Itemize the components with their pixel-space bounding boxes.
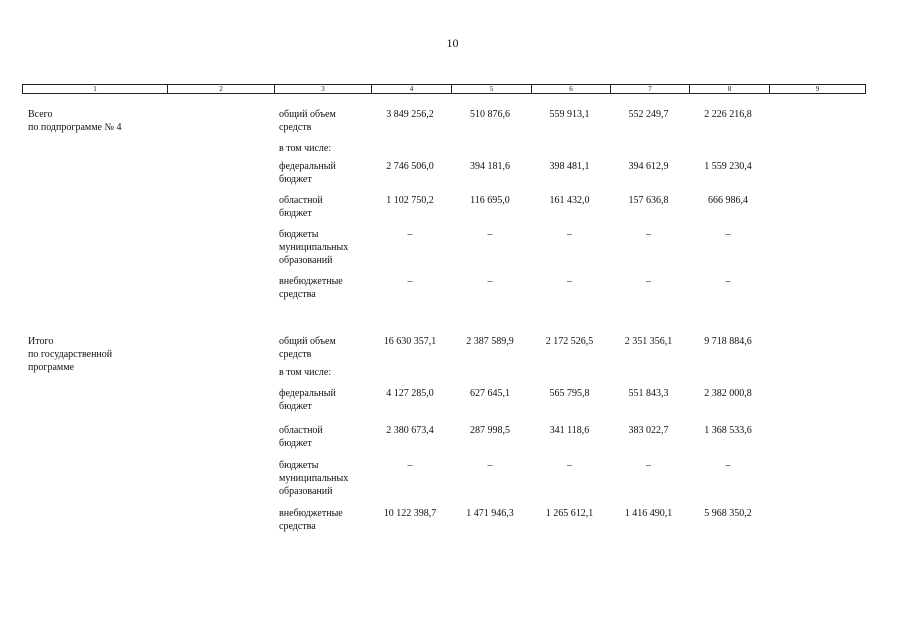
value-col-5: 1 471 946,3 (466, 508, 514, 519)
value-col-5: 510 876,6 (470, 109, 510, 120)
value-col-4: 2 380 673,4 (386, 425, 434, 436)
header-cell-2: 2 (168, 85, 275, 93)
header-cell-8: 8 (690, 85, 770, 93)
value-col-6: 559 913,1 (549, 109, 590, 120)
value-col-4: 2 746 506,0 (386, 161, 434, 172)
value-col-7: 383 022,7 (628, 425, 669, 436)
value-col-7: – (646, 229, 651, 240)
value-col-4: 3 849 256,2 (386, 109, 434, 120)
row-label: общий объем средств (279, 109, 336, 133)
value-col-4: 1 102 750,2 (386, 195, 434, 206)
header-cell-4: 4 (372, 85, 452, 93)
value-col-8: 666 986,4 (708, 195, 748, 206)
value-col-4: 16 630 357,1 (383, 336, 437, 347)
value-col-6: 341 118,6 (549, 425, 590, 436)
row-label: бюджеты муниципальных образований (279, 229, 349, 266)
header-cell-7: 7 (611, 85, 690, 93)
value-col-6: – (567, 460, 572, 471)
value-col-8: 2 382 000,8 (704, 388, 752, 399)
value-col-7: 552 249,7 (628, 109, 669, 120)
program-total-title: Итого по государственной программе (28, 336, 113, 373)
row-label: в том числе: (279, 367, 332, 378)
value-col-6: 161 432,0 (549, 195, 590, 206)
row-label: внебюджетные средства (279, 508, 343, 532)
header-cell-1: 1 (23, 85, 168, 93)
value-col-5: – (487, 229, 493, 240)
row-label: областной бюджет (279, 195, 323, 219)
value-col-5: 116 695,0 (470, 195, 510, 206)
value-col-7: 551 843,3 (628, 388, 669, 399)
row-label: внебюджетные средства (279, 276, 343, 300)
header-cell-5: 5 (452, 85, 532, 93)
value-col-8: 9 718 884,6 (704, 336, 752, 347)
value-col-7: – (646, 276, 651, 287)
page-number: 10 (446, 36, 459, 50)
value-col-7: – (646, 460, 651, 471)
value-col-4: – (407, 276, 413, 287)
row-label: федеральный бюджет (279, 161, 336, 185)
value-col-8: 5 968 350,2 (704, 508, 752, 519)
value-col-8: – (725, 276, 731, 287)
value-col-6: 1 265 612,1 (545, 508, 594, 519)
value-col-6: 2 172 526,5 (545, 336, 594, 347)
value-col-7: 2 351 356,1 (624, 336, 673, 347)
value-col-5: – (487, 460, 493, 471)
value-col-4: – (407, 460, 413, 471)
row-label: общий объем средств (279, 336, 336, 360)
value-col-8: 2 226 216,8 (704, 109, 752, 120)
subprogram-total-title: Всего по подпрограмме № 4 (28, 109, 122, 133)
value-col-5: 394 181,6 (470, 161, 510, 172)
row-label: областной бюджет (279, 425, 323, 449)
value-col-8: 1 559 230,4 (704, 161, 752, 172)
value-col-8: – (725, 229, 731, 240)
value-col-6: – (567, 276, 572, 287)
row-label: в том числе: (279, 143, 332, 154)
row-label: федеральный бюджет (279, 388, 336, 412)
value-col-4: – (407, 229, 413, 240)
value-col-5: 287 998,5 (470, 425, 510, 436)
header-cell-6: 6 (532, 85, 611, 93)
header-cell-9: 9 (815, 85, 820, 93)
value-col-5: 2 387 589,9 (466, 336, 514, 347)
row-label: бюджеты муниципальных образований (279, 460, 349, 497)
value-col-6: 565 795,8 (549, 388, 590, 399)
value-col-5: – (487, 276, 493, 287)
value-col-7: 157 636,8 (628, 195, 669, 206)
value-col-7: 394 612,9 (628, 161, 669, 172)
column-number-header (22, 84, 866, 94)
value-col-7: 1 416 490,1 (624, 508, 673, 519)
value-col-6: 398 481,1 (549, 161, 590, 172)
value-col-8: – (725, 460, 731, 471)
value-col-4: 10 122 398,7 (383, 508, 437, 519)
value-col-5: 627 645,1 (470, 388, 510, 399)
value-col-6: – (567, 229, 572, 240)
value-col-8: 1 368 533,6 (704, 425, 752, 436)
header-cell-3: 3 (275, 85, 372, 93)
value-col-4: 4 127 285,0 (386, 388, 434, 399)
